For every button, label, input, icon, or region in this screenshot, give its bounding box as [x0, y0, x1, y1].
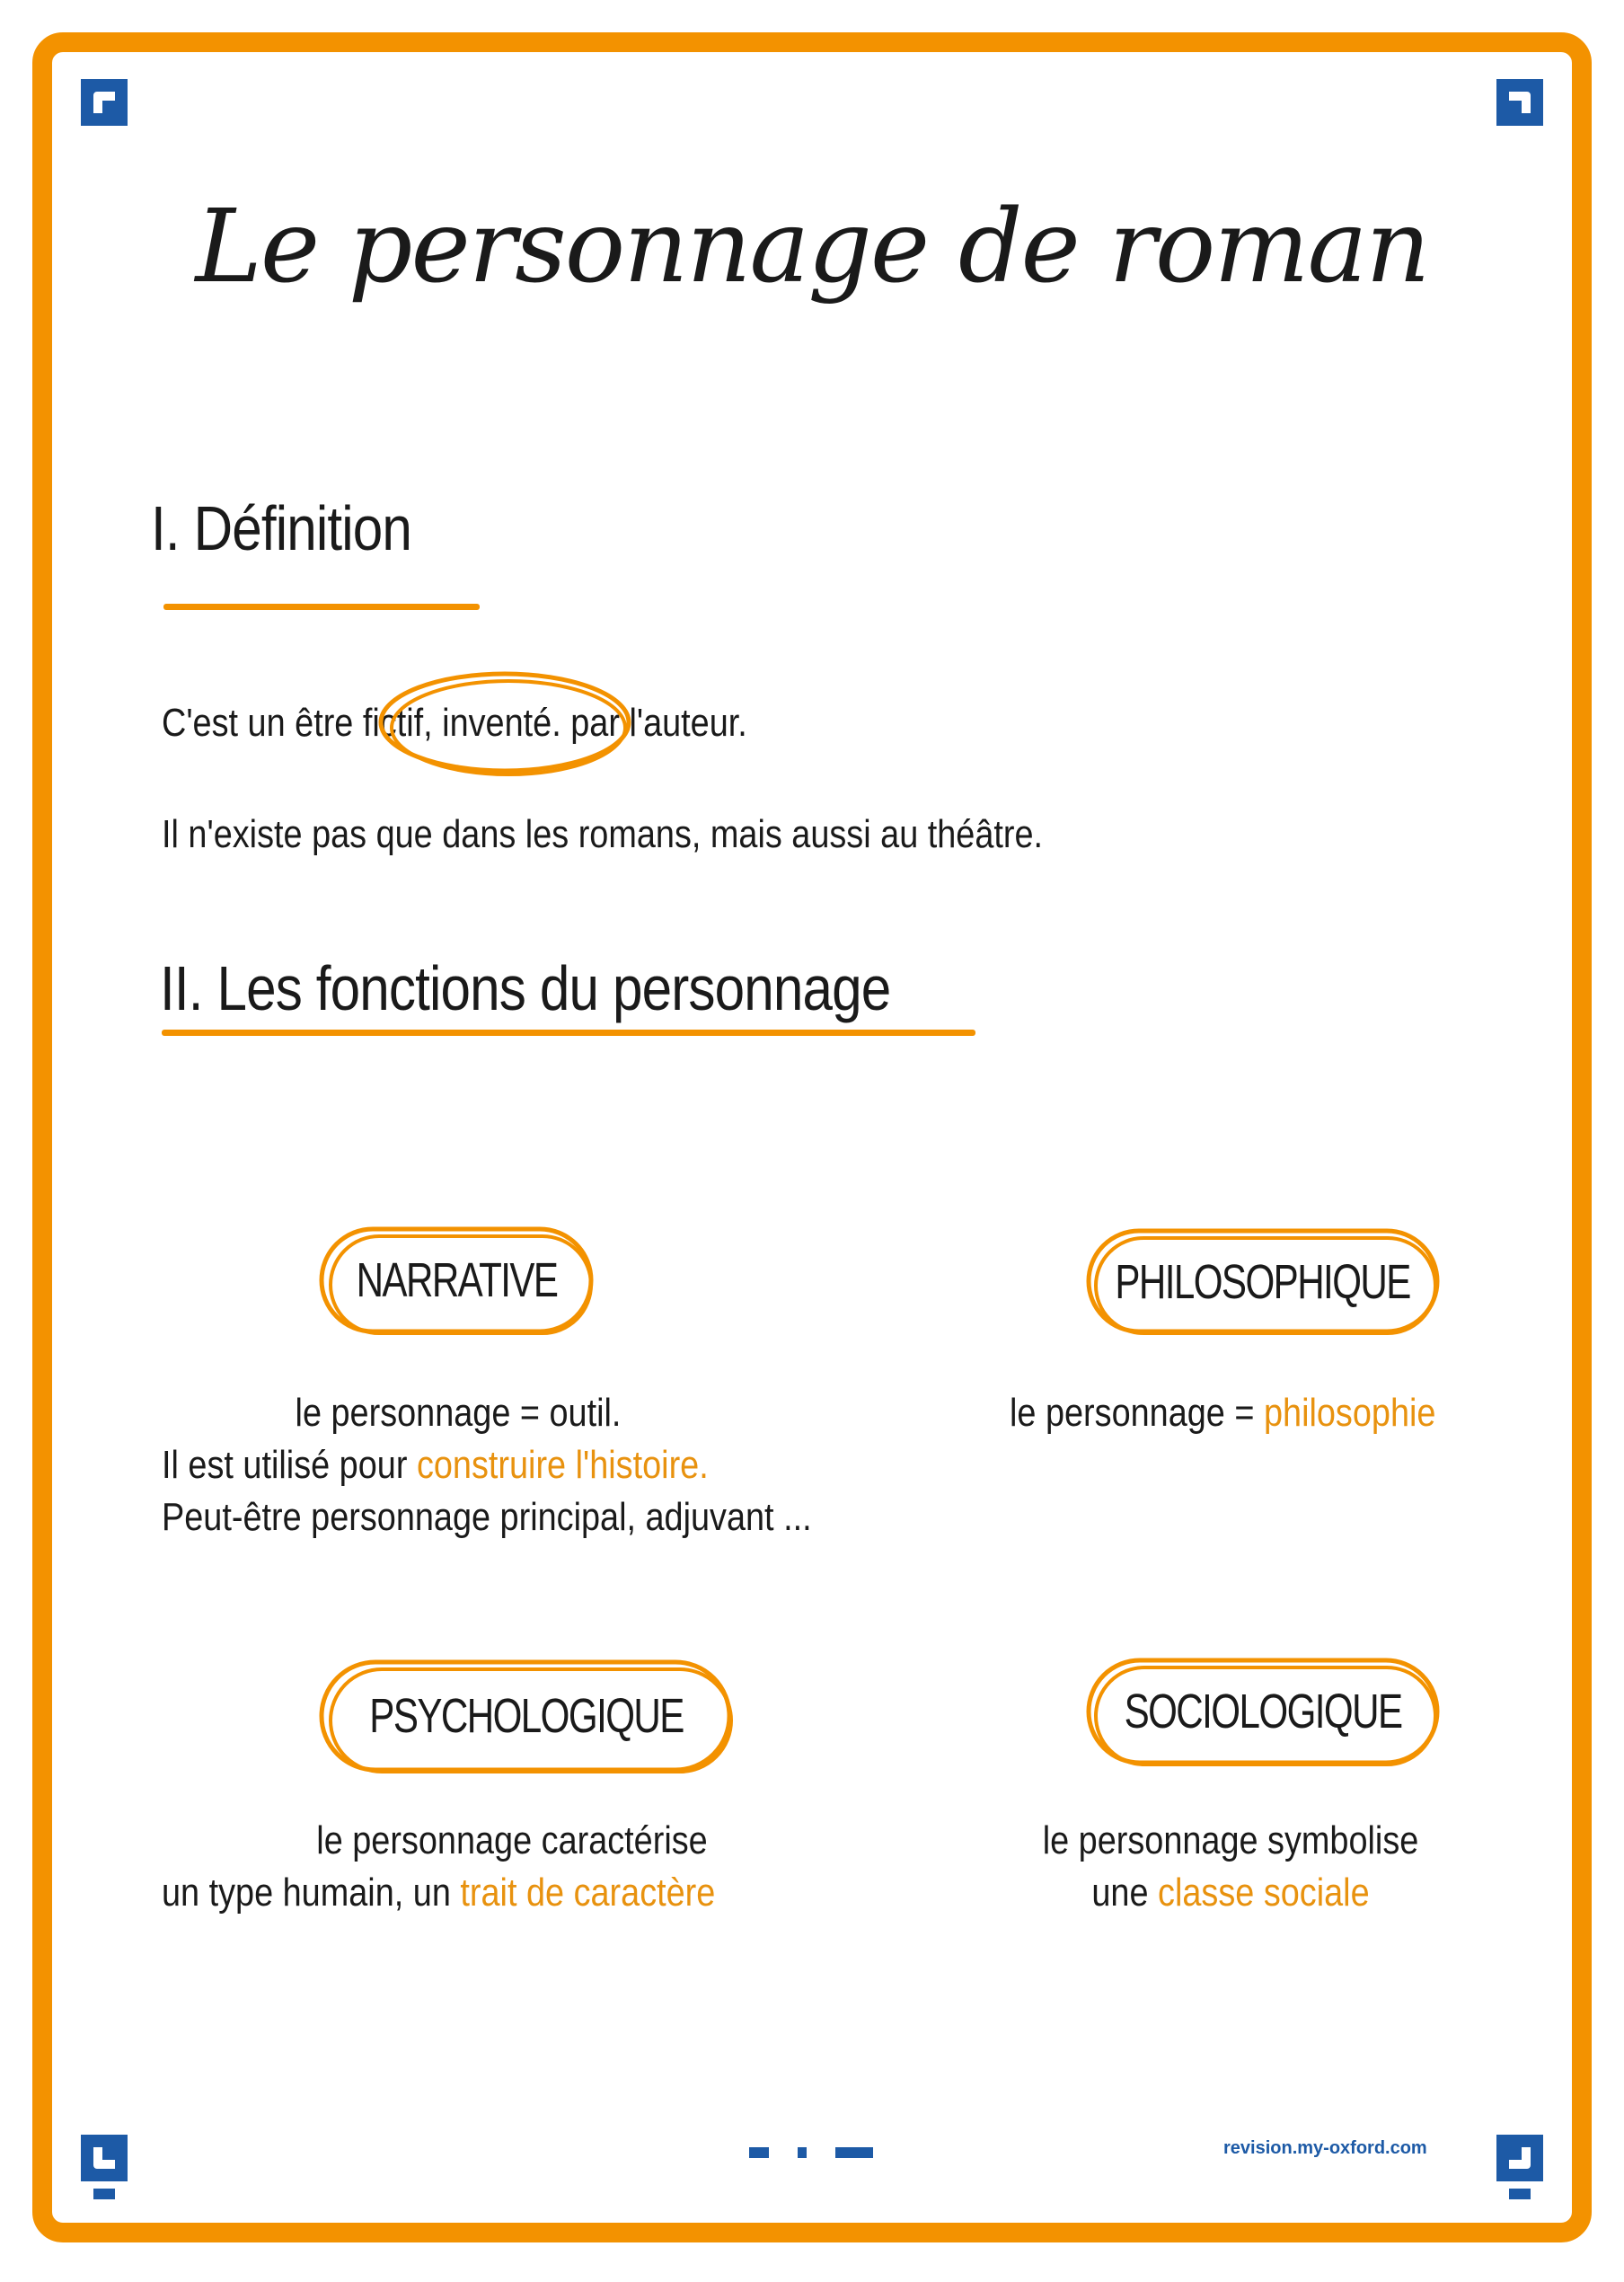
corner-mark-top-right [1496, 79, 1543, 126]
corner-mark-bottom-right [1496, 2135, 1543, 2181]
page-indicator-dash-3 [835, 2147, 873, 2158]
sociologique-label: SOCIOLOGIQUE [1124, 1685, 1402, 1738]
section-2-heading: II. Les fonctions du personnage [160, 953, 891, 1023]
narrative-label-loop [316, 1222, 598, 1339]
psychologique-line-2 [162, 1867, 715, 1919]
psychologique-line-1: le personnage caractérise [316, 1818, 708, 1862]
narrative-label: NARRATIVE [357, 1253, 558, 1307]
definition-circled-text: fictif, inventé. [362, 701, 561, 745]
psychologique-label: PSYCHOLOGIQUE [369, 1689, 684, 1743]
sociologique-line-2-highlight: classe sociale [1158, 1871, 1370, 1915]
psychologique-line-2-highlight: trait de caractère [460, 1871, 716, 1915]
page-indicator-dash-2 [798, 2147, 807, 2158]
corner-mark-top-left [81, 79, 128, 126]
narrative-line-2-highlight: construire l'histoire. [416, 1443, 709, 1487]
page-indicator-dash-1 [749, 2147, 769, 2158]
philosophique-label: PHILOSOPHIQUE [1115, 1255, 1411, 1309]
definition-text-before: C'est un être [162, 701, 354, 745]
sociologique-line-2-text: une [1091, 1871, 1149, 1915]
section-1-underline [163, 604, 480, 610]
philosophique-line-1-text: le personnage = [1010, 1391, 1255, 1435]
narrative-line-2-text: Il est utilisé pour [162, 1443, 408, 1487]
section-2-underline [162, 1030, 975, 1036]
philosophique-line-1 [1010, 1387, 1435, 1439]
section-1-heading: I. Définition [151, 493, 411, 563]
page-title: Le personnage de roman [195, 189, 1429, 305]
definition-line-2: Il n'existe pas que dans les romans, mais aussi au théâtre. [162, 812, 1044, 856]
psychologique-label-loop [316, 1653, 737, 1779]
corner-dash-bottom-left [93, 2189, 115, 2199]
definition-circle-highlight [374, 667, 636, 783]
definition-text-after: par l'auteur. [570, 701, 747, 745]
sociologique-label-loop [1083, 1653, 1443, 1770]
narrative-line-3: Peut-être personnage principal, adjuvant ... [162, 1495, 812, 1539]
psychologique-line-2-text: un type humain, un [162, 1871, 451, 1915]
narrative-line-2 [162, 1439, 709, 1491]
corner-dash-bottom-right [1509, 2189, 1531, 2199]
footer-url-link[interactable]: revision.my-oxford.com [1223, 2138, 1427, 2158]
philosophique-line-1-highlight: philosophie [1263, 1391, 1436, 1435]
philosophique-label-loop [1083, 1225, 1443, 1339]
sociologique-line-1: le personnage symbolise [1042, 1818, 1419, 1862]
narrative-line-1: le personnage = outil. [295, 1391, 622, 1435]
corner-mark-bottom-left [81, 2135, 128, 2181]
sociologique-line-2 [1014, 1867, 1447, 1919]
